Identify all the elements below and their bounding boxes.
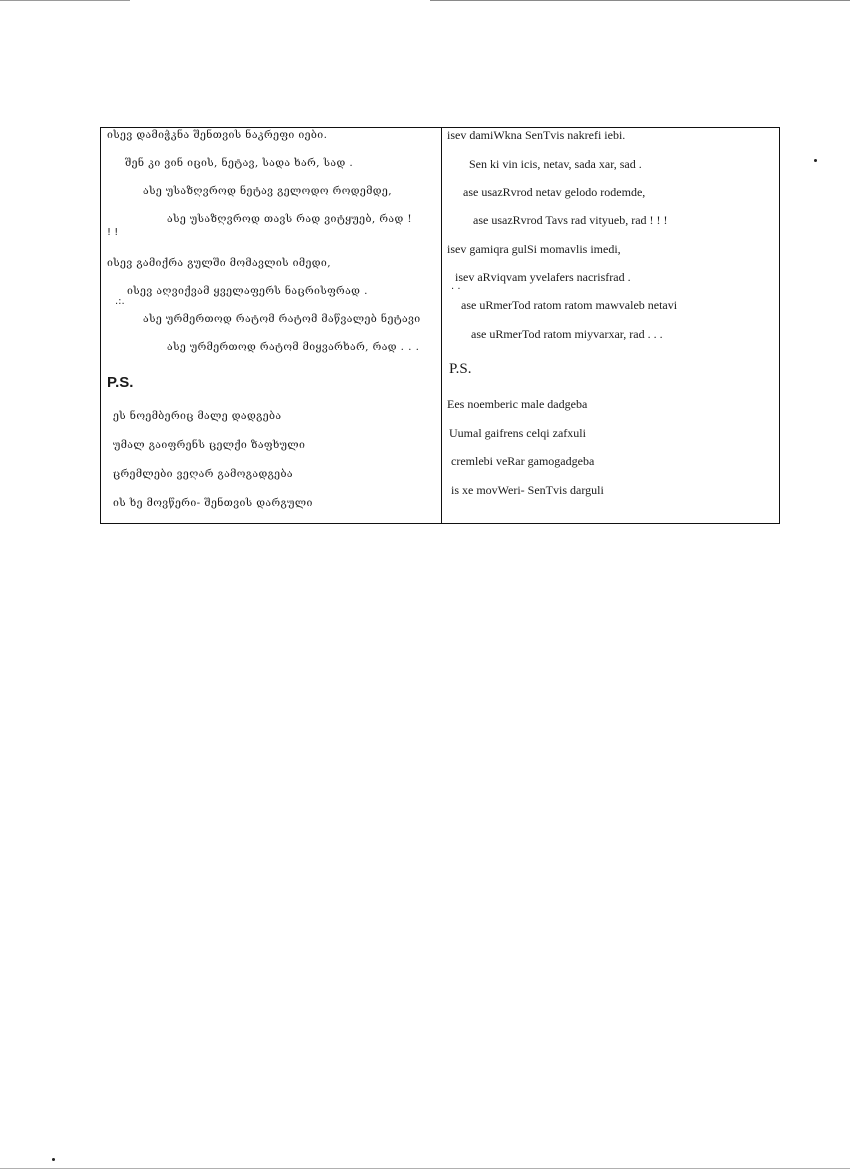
latin-stanza1-line4: ase usazRvrod Tavs rad vityueb, rad ! ! !: [473, 213, 668, 227]
latin-stanza1-line3: ase usazRvrod netav gelodo rodemde,: [463, 185, 646, 199]
georgian-stanza2-line1: ისევ გამიქრა გულში მომავლის იმედი,: [107, 257, 331, 269]
latin-ps-line3: cremlebi veRar gamogadgeba: [451, 454, 595, 468]
georgian-stanza2-line4: ასე ურმერთოდ რატომ მიყვარხარ, რად . . .: [167, 341, 420, 353]
georgian-ps-line3: ცრემლები ვეღარ გამოგადგება: [113, 468, 293, 480]
georgian-stanza1-line2: შენ კი ვინ იცის, ნეტავ, სადა ხარ, სად .: [125, 157, 354, 169]
latin-ps-line1: Ees noemberic male dadgeba: [447, 397, 588, 411]
georgian-exclaim-mark: ! !: [107, 227, 119, 238]
page-top-edge-left: [0, 0, 130, 1]
georgian-stanza2-line3: ასე ურმერთოდ რატომ რატომ მაწვალებ ნეტავი: [143, 313, 421, 325]
georgian-stanza1-line1: ისევ დამიჭკნა შენთვის ნაკრეფი იები.: [107, 129, 328, 141]
latin-stanza1-line1: isev damiWkna SenTvis nakrefi iebi.: [447, 128, 626, 142]
latin-ps-line4: is xe movWeri- SenTvis darguli: [451, 483, 604, 497]
page-top-edge-right: [430, 0, 850, 1]
scan-speck-bottom: [52, 1158, 55, 1161]
georgian-ps-line2: უმალ გაიფრენს ცელქი ზაფხული: [113, 439, 306, 451]
georgian-stanza2-line2: ისევ აღვიქვამ ყველაფერს ნაცრისფრად .: [127, 285, 368, 297]
georgian-ps-heading: P.S.: [107, 374, 134, 391]
latin-ps-heading: P.S.: [449, 361, 472, 377]
latin-dots-mark: . .: [451, 281, 461, 292]
georgian-stanza1-line4: ასე უსაზღვროდ თავს რად ვიტყუებ, რად !: [167, 213, 412, 225]
page-bottom-edge: [0, 1168, 850, 1169]
georgian-stanza1-line3: ასე უსაზღვროდ ნეტავ გელოდო როდემდე,: [143, 185, 392, 197]
georgian-ps-line1: ეს ნოემბერიც მალე დადგება: [113, 410, 282, 422]
georgian-ps-line4: ის ხე მოვწერი- შენთვის დარგული: [113, 497, 313, 509]
latin-stanza2-line4: ase uRmerTod ratom miyvarxar, rad . . .: [471, 327, 663, 341]
latin-ps-line2: Uumal gaifrens celqi zafxuli: [449, 426, 586, 440]
poem-table: [100, 127, 780, 524]
georgian-dots-mark: .:.: [115, 296, 125, 307]
latin-column: [441, 128, 781, 523]
latin-stanza2-line3: ase uRmerTod ratom ratom mawvaleb netavi: [461, 298, 678, 312]
latin-stanza2-line1: isev gamiqra gulSi momavlis imedi,: [447, 242, 621, 256]
scan-speck-right: [814, 159, 817, 162]
latin-stanza1-line2: Sen ki vin icis, netav, sada xar, sad .: [469, 157, 642, 171]
latin-stanza2-line2: isev aRviqvam yvelafers nacrisfrad .: [455, 270, 631, 284]
